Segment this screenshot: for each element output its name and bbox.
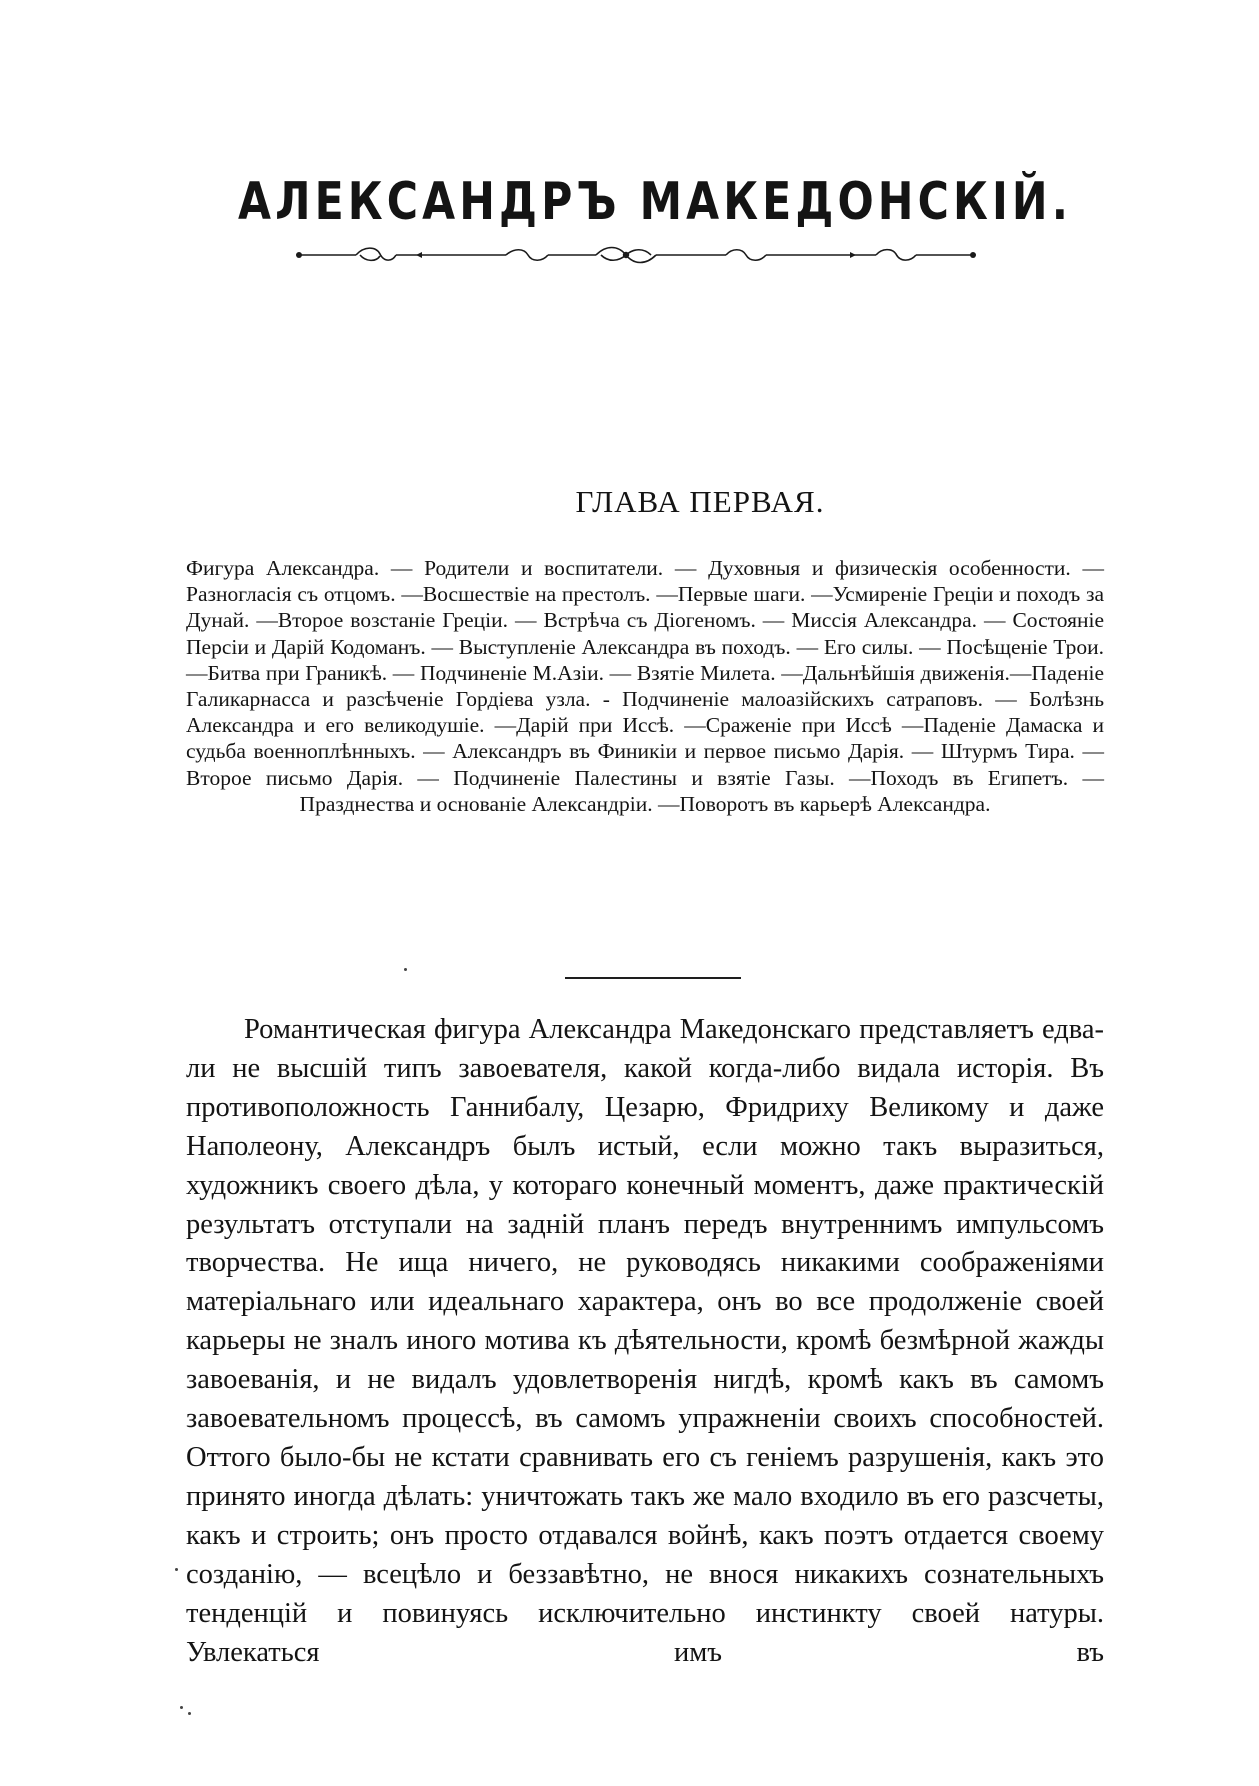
print-speck	[180, 1706, 183, 1709]
chapter-summary: Фигура Александра. — Родители и воспитатели. — Духовныя и физическія особенности. —Разногласія съ отцомъ. —Восшествіе на престолъ. —Первые шаги. —Усмиреніе Греціи и походъ за Дунай. —Второе возстаніе Греціи. — Встрѣча съ Діогеномъ. — Миссія Александра. — Состояніе Персіи и Дарій Кодоманъ. — Выступленіе Александра въ походъ. — Его силы. — Посѣщеніе Трои. —Битва при Граникѣ. — Подчиненіе М.Азіи. — Взятіе Милета. —Дальнѣйшія движенія.—Паденіе Галикарнасса и разсѣченіе Гордіева узла. - Подчиненіе малоазійскихъ сатраповъ. — Болѣзнь Александра и его великодушіе. —Дарій при Иссѣ. —Сраженіе при Иссѣ —Паденіе Дамаска и судьба военноплѣнныхъ. — Александръ въ Финикіи и первое письмо Дарія. — Штурмъ Тира. — Второе письмо Дарія. — Подчиненіе Палестины и взятіе Газы. —Походъ въ Египетъ. —Празднества и основаніе Александріи. —Поворотъ въ карьерѣ Александра.	[186, 556, 1104, 816]
chapter-heading: ГЛАВА ПЕРВАЯ.	[575, 484, 825, 519]
title-ornament-flourish	[296, 240, 976, 270]
print-speck	[188, 1712, 191, 1715]
print-speck	[175, 1568, 178, 1571]
title-text: АЛЕКСАНДРЪ МАКЕДОНСКІЙ.	[237, 172, 1072, 232]
body-paragraph: Романтическая фигура Александра Македонскаго представляетъ едва-ли не высшій типъ завоевателя, какой когда-либо видала исторія. Въ противоположность Ганнибалу, Цезарю, Фридриху Великому и даже Наполеону, Александръ былъ истый, если можно такъ выразиться, художникъ своего дѣла, у котораго конечный моментъ, даже практическій результатъ отступали на задній планъ передъ внутреннимъ импульсомъ творчества. Не ища ничего, не руководясь никакими соображеніями матеріальнаго или идеальнаго характера, онъ во все продолженіе своей карьеры не зналъ иного мотива къ дѣятельности, кромѣ безмѣрной жажды завоеванія, и не видалъ удовлетворенія нигдѣ, кромѣ какъ въ самомъ завоевательномъ процессѣ, въ самомъ упражненіи своихъ способностей. Оттого было-бы не кстати сравнивать его съ геніемъ разрушенія, какъ это принято иногда дѣлать: уничтожать такъ же мало входило въ его разсчеты, какъ и строить; онъ просто отдавался войнѣ, какъ поэтъ отдается своему созданію, — всецѣло и беззавѣтно, не внося никакихъ сознательныхъ тенденцій и повинуясь исключительно инстинкту своей натуры. Увлекаться имъ въ	[186, 1014, 1104, 1668]
page-title	[122, 172, 1154, 232]
chapter-heading-container	[0, 482, 1259, 522]
section-divider	[565, 977, 741, 979]
print-speck	[404, 968, 407, 971]
